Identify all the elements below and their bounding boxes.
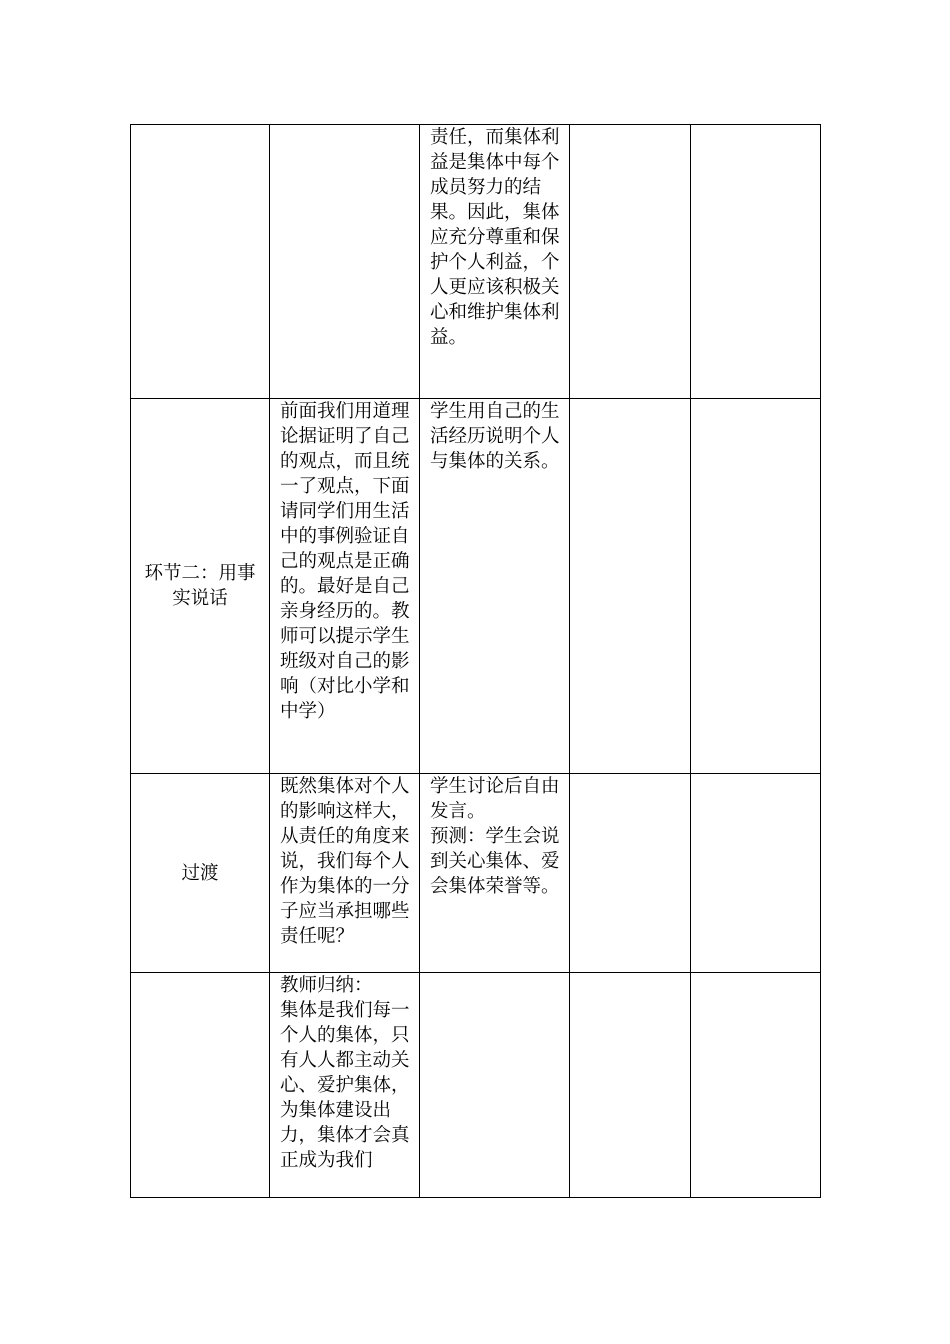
teacher-activity-cell: 教师归纳： 集体是我们每一个人的集体，只有人人都主动关心、爱护集体，为集体建设出力，集体才会真正成为我们 (270, 973, 420, 1198)
empty-cell-col5 (691, 125, 821, 399)
stage-cell: 过渡 (131, 774, 270, 973)
stage-cell (131, 973, 270, 1198)
teacher-activity-cell: 既然集体对个人的影响这样大，从责任的角度来说，我们每个人作为集体的一分子应当承担哪些责任呢？ (270, 774, 420, 973)
stage-cell (131, 125, 270, 399)
table-row (131, 774, 821, 973)
empty-cell-col5 (691, 973, 821, 1198)
teacher-activity-cell: 前面我们用道理论据证明了自己的观点，而且统一了观点，下面请同学们用生活中的事例验证自己的观点是正确的。最好是自己亲身经历的。教师可以提示学生班级对自己的影响（对比小学和中学） (270, 399, 420, 774)
student-activity-cell: 学生用自己的生活经历说明个人与集体的关系。 (420, 399, 570, 774)
stage-cell: 环节二：用事实说话 (131, 399, 270, 774)
table-row (131, 399, 821, 774)
student-activity-cell: 责任，而集体利益是集体中每个成员努力的结果。因此，集体应充分尊重和保护个人利益，个人更应该积极关心和维护集体利益。 (420, 125, 570, 399)
table-row (131, 125, 821, 399)
student-activity-cell: 学生讨论后自由发言。 预测：学生会说到关心集体、爱会集体荣誉等。 (420, 774, 570, 973)
teacher-activity-cell (270, 125, 420, 399)
empty-cell-col4 (570, 125, 691, 399)
lesson-plan-table (130, 124, 821, 1198)
empty-cell-col5 (691, 399, 821, 774)
empty-cell-col4 (570, 973, 691, 1198)
student-activity-cell (420, 973, 570, 1198)
empty-cell-col4 (570, 399, 691, 774)
empty-cell-col5 (691, 774, 821, 973)
table-row (131, 973, 821, 1198)
empty-cell-col4 (570, 774, 691, 973)
